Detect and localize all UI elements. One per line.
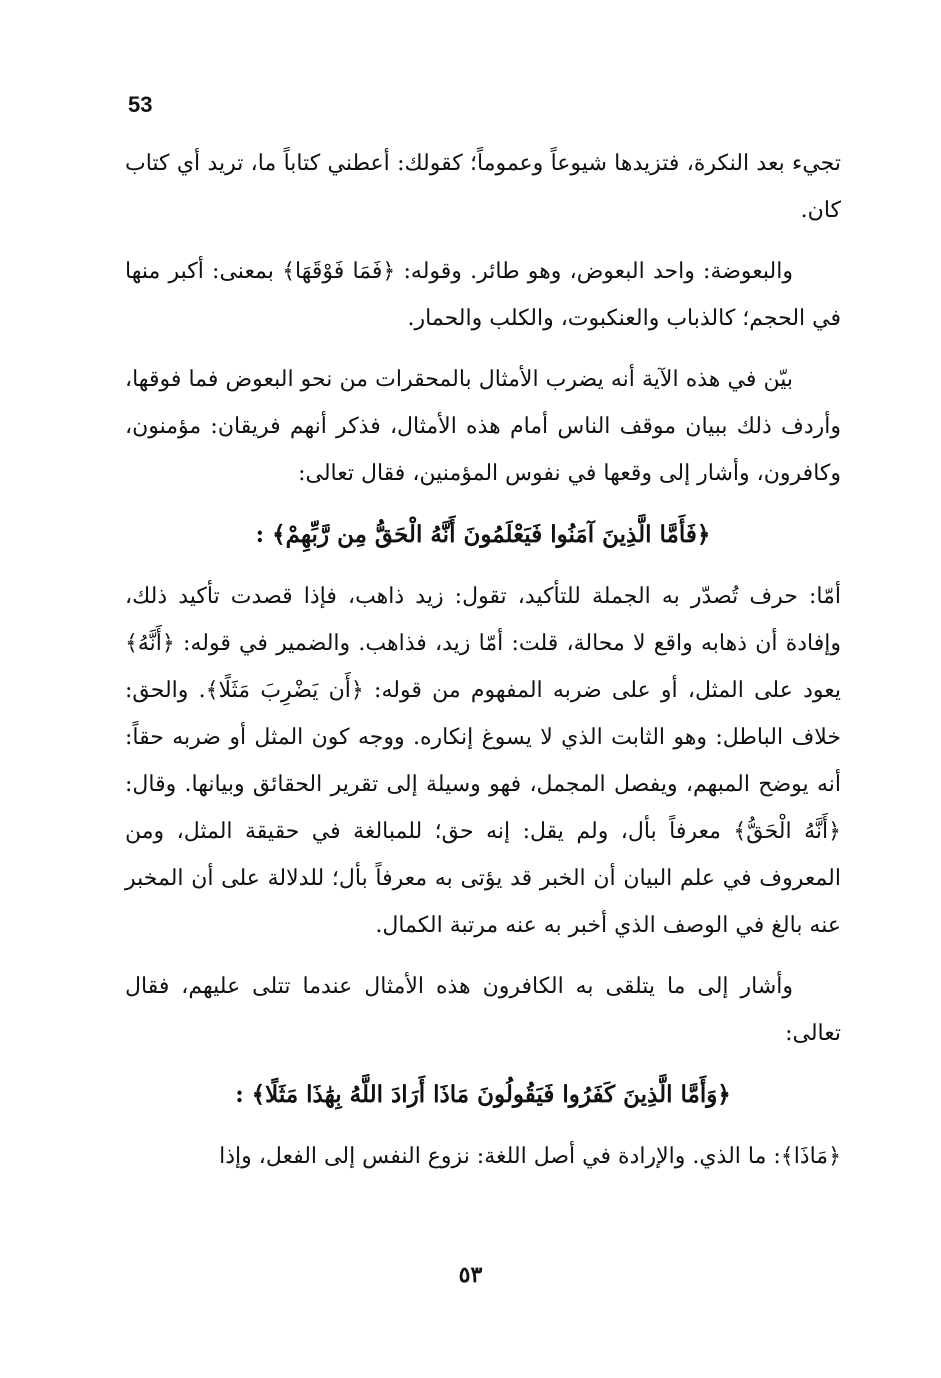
page-number-arabic: ٥٣ [458,1262,483,1288]
quran-verse-2: ﴿وَأَمَّا الَّذِينَ كَفَرُوا فَيَقُولُونَ مَاذَا أَرَادَ اللَّهُ بِهَٰذَا مَثَلًا﴾ : [235,1081,731,1108]
page-number-latin: 53 [128,92,153,117]
paragraph-4: أمّا: حرف تُصدّر به الجملة للتأكيد، تقول: زيد ذاهب، فإذا قصدت تأكيد ذلك، وإفادة أن ذهابه واقع لا محالة، قلت: أمّا زيد، فذاهب. والضمير في قوله: ﴿أَنَّهُ﴾ يعود على المثل، أو على ضربه المفهوم من قوله: ﴿أَن يَضْرِبَ مَثَلًا﴾. والحق: خلاف الباطل: وهو الثابت الذي لا يسوغ إنكاره. ووجه كون المثل أو ضربه حقاً: أنه يوضح المبهم، ويفصل المجمل، فهو وسيلة إلى تقرير الحقائق وبيانها. وقال: ﴿أَنَّهُ الْحَقُّ﴾ معرفاً بأل، ولم يقل: إنه حق؛ للمبالغة في حقيقة المثل، ومن المعروف في علم البيان أن الخبر قد يؤتى به معرفاً بأل؛ للدلالة على أن المخبر عنه بالغ في الوصف الذي أخبر به عنه مرتبة الكمال. [125,584,841,938]
page-body [125,140,841,1194]
paragraph-5: وأشار إلى ما يتلقى به الكافرون هذه الأمثال عندما تتلى عليهم، فقال تعالى: [125,974,841,1046]
paragraph-1: تجيء بعد النكرة، فتزيدها شيوعاً وعموماً؛ كقولك: أعطني كتاباً ما، تريد أي كتاب كان. [125,151,841,223]
paragraph-2: والبعوضة: واحد البعوض، وهو طائر. وقوله: ﴿فَمَا فَوْقَهَا﴾ بمعنى: أكبر منها في الحجم؛ كالذباب والعنكبوت، والكلب والحمار. [125,259,841,331]
paragraph-6: ﴿مَاذَا﴾: ما الذي. والإرادة في أصل اللغة: نزوع النفس إلى الفعل، وإذا [219,1144,841,1169]
paragraph-3: بيّن في هذه الآية أنه يضرب الأمثال بالمحقرات من نحو البعوض فما فوقها، وأردف ذلك ببيان موقف الناس أمام هذه الأمثال، فذكر أنهم فريقان: مؤمنون، وكافرون، وأشار إلى وقعها في نفوس المؤمنين، فقال تعالى: [125,367,841,486]
quran-verse-1: ﴿فَأَمَّا الَّذِينَ آمَنُوا فَيَعْلَمُونَ أَنَّهُ الْحَقُّ مِن رَّبِّهِمْ﴾ : [255,521,711,548]
